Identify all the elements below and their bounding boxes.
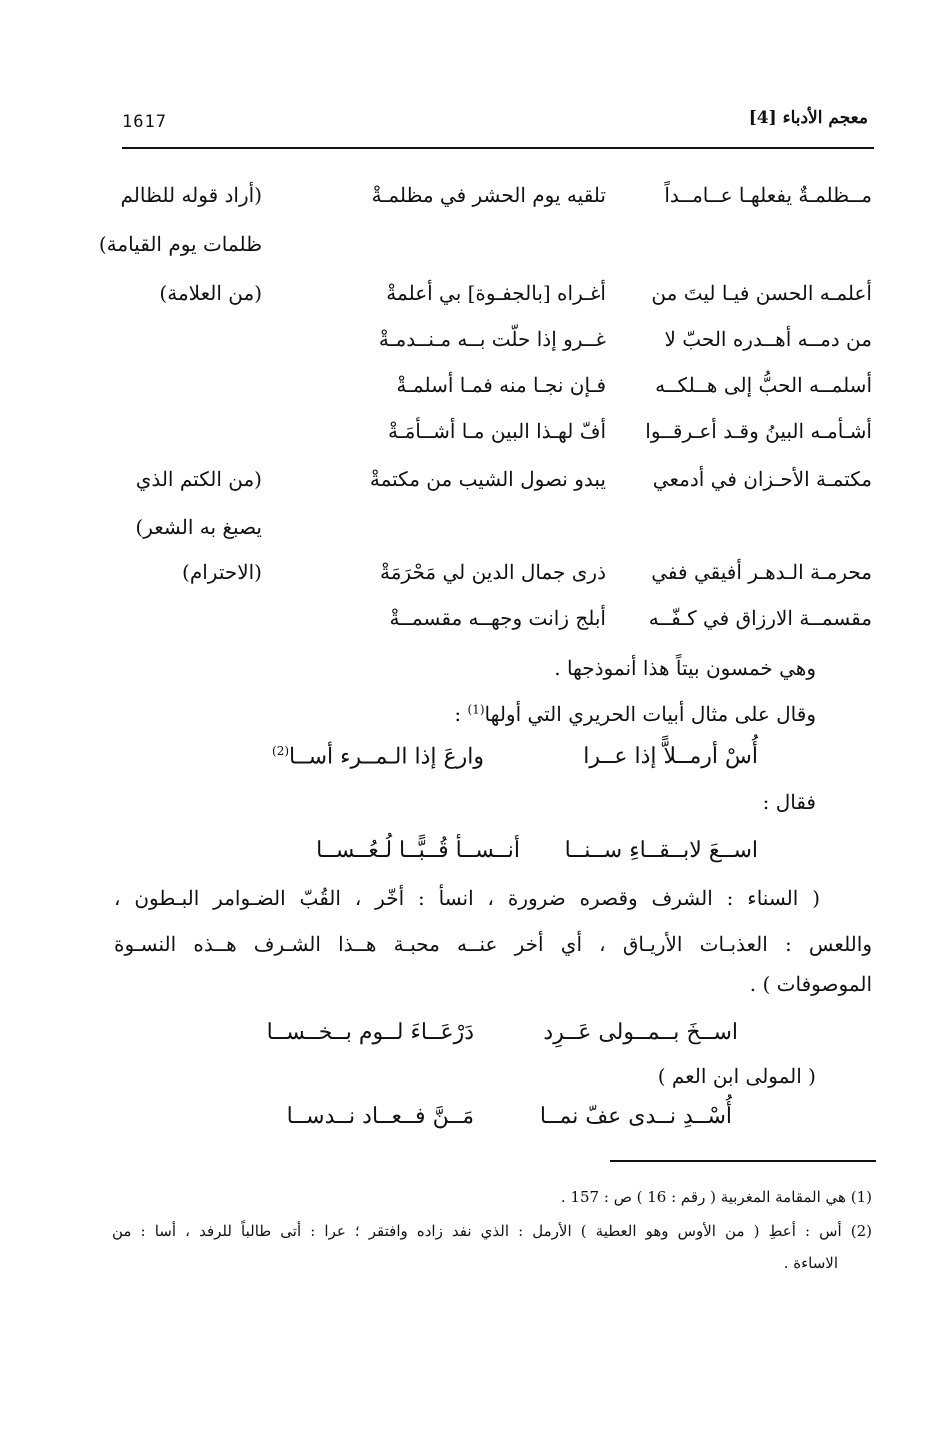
verse-first-hemistich: أُسْ أرمــلاًّ إذا عــرا	[583, 744, 758, 769]
gloss-line: واللعس : العذبـات الأريـاق ، أي أخر عنــه محبـة هــذا الشـرف هــذه النسـوة	[114, 932, 872, 956]
verse-second-hemistich: أبلج زانت وجهــه مقسمــةْ	[389, 606, 606, 630]
footnote-ref: (2)	[272, 744, 290, 758]
verse-second-hemistich: تلقيه يوم الحشر في مظلمـةْ	[371, 183, 606, 207]
verse-gloss: (الاحترام)	[182, 560, 262, 584]
verse-first-hemistich: مكتمـة الأحـزان في أدمعي	[652, 467, 872, 491]
verse-gloss: يصبغ به الشعر)	[135, 515, 262, 539]
paragraph: وهي خمسون بيتاً هذا أنموذجها .	[554, 656, 816, 680]
verse-second-hemistich: أنــســأ قُــبًّــا لُـعُــســا	[316, 838, 520, 863]
verse-second-hemistich: أغـراه [بالجفـوة] بي أعلمةْ	[386, 281, 606, 305]
running-header-title: معجم الأدباء [4]	[748, 108, 868, 128]
verse-second-hemistich: ذرى جمال الدين لي مَحْرَمَةْ	[380, 560, 606, 584]
paragraph-text: وقال على مثال أبيات الحريري التي أولها	[484, 702, 816, 726]
verse-first-hemistich: اســعَ لابــقــاءِ ســنــا	[564, 838, 758, 863]
verse-second-hemistich	[272, 744, 484, 769]
gloss-line: الموصوفات ) .	[749, 972, 872, 996]
paragraph: فقال :	[762, 790, 816, 814]
verse-gloss: ظلمات يوم القيامة)	[98, 232, 262, 256]
verse-first-hemistich: أشـأمـه البينُ وقـد أعـرقــوا	[645, 419, 872, 443]
verse-second-hemistich: أفّ لهـذا البين مـا أشــأمَـةْ	[388, 419, 606, 443]
footnote: (2) أس : أعطِ ( من الأوس وهو العطية ) الأرمل : الذي نفد زاده وافتقر ؛ عرا : أتى طالباً للرفد ، أسا : من	[112, 1222, 872, 1240]
verse-second-hemistich: يبدو نصول الشيب من مكتمةْ	[369, 467, 606, 491]
gloss-line: ( المولى ابن العم )	[657, 1064, 816, 1088]
paragraph	[454, 702, 816, 726]
verse-first-hemistich: مقسمــة الارزاق في كـفّــه	[648, 606, 872, 630]
header-rule	[122, 147, 874, 149]
verse-second-hemistich: غــرو إذا حلّت بــه مـنــدمـةْ	[378, 327, 606, 351]
page-number: 1617	[122, 112, 167, 132]
verse-first-hemistich: أسلمــه الحبُّ إلى هــلكــه	[655, 373, 872, 397]
verse-second-hemistich: مَــنَّ فــعــاد نــدســا	[286, 1104, 474, 1129]
verse-first-hemistich: اســخَ بــمــولى عَــرِد	[543, 1020, 738, 1045]
verse-gloss: (من الكتم الذي	[135, 467, 262, 491]
verse-first-hemistich: محرمـة الـدهـر أفيقي ففي	[651, 560, 872, 584]
verse-second-hemistich: دَرْعَــاءَ لــوم بــخــســا	[266, 1020, 474, 1045]
footnote: الاساءة .	[783, 1254, 838, 1272]
verse-second-hemistich: فـإن نجـا منه فمـا أسلمـةْ	[396, 373, 606, 397]
verse-first-hemistich: مــظلمـةٌ يفعلهـا عــامــداً	[664, 183, 872, 207]
footnote-ref: (1)	[467, 702, 485, 717]
footnote-rule	[610, 1160, 876, 1162]
verse-gloss: (من العلامة)	[159, 281, 262, 305]
verse-gloss: (أراد قوله للظالم	[120, 183, 262, 207]
verse-first-hemistich: من دمــه أهــدره الحبّ لا	[664, 327, 872, 351]
gloss-line: ( السناء : الشرف وقصره ضرورة ، انسأ : أخّر ، القُبّ الضـوامر البـطون ،	[114, 886, 820, 910]
verse-first-hemistich: أعلمـه الحسن فيـا ليتَ من	[651, 281, 872, 305]
paragraph-colon: :	[454, 702, 468, 726]
verse-first-hemistich: أُسْــدِ نــدى عفّ نمــا	[539, 1104, 732, 1129]
verse-text: وارعَ إذا الـمــرء أســا	[289, 744, 484, 770]
footnote: (1) هي المقامة المغربية ( رقم : 16 ) ص : 157 .	[560, 1188, 872, 1206]
